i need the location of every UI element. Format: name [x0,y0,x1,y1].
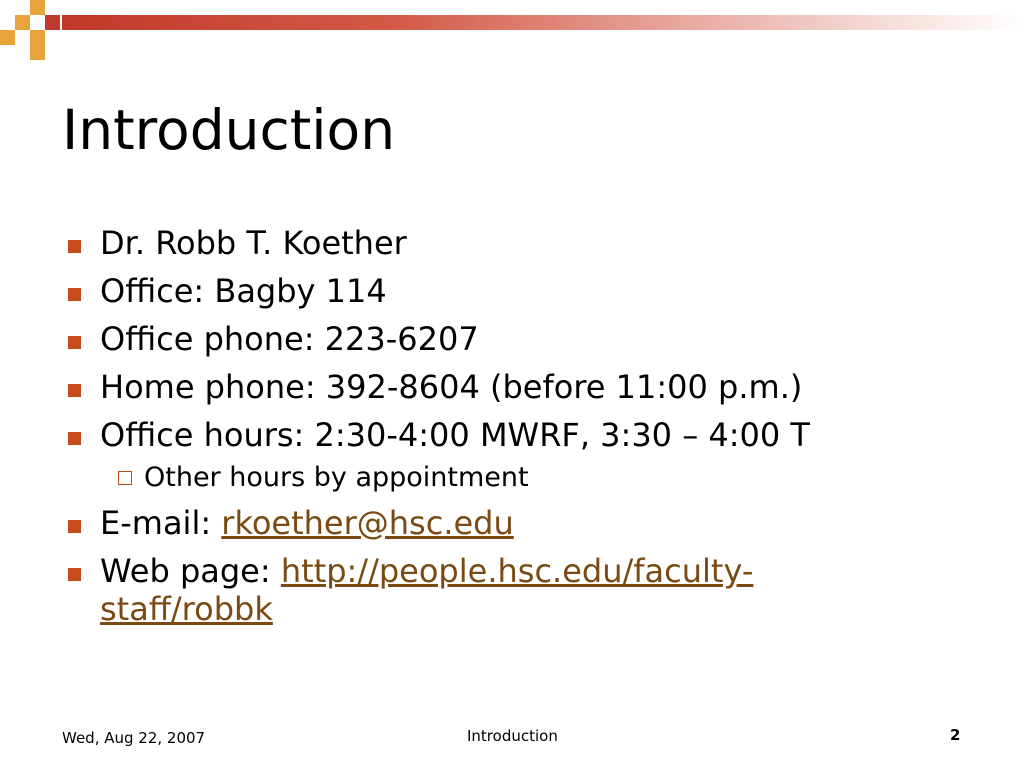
bullet-text: Office: Bagby 114 [100,272,387,310]
deco-square [45,15,60,30]
email-link[interactable]: rkoether@hsc.edu [221,504,514,542]
deco-square [0,30,15,45]
sub-bullet-item [62,460,962,500]
deco-square [30,0,45,15]
header-decoration [0,0,1024,70]
page-number: 2 [950,726,961,744]
square-bullet-icon [68,384,81,397]
bullet-text: Office phone: 223-6207 [100,320,479,358]
bullet-item-email [62,500,962,548]
accent-bar [62,15,1024,30]
square-bullet-icon [68,336,81,349]
sub-bullet-text: Other hours by appointment [144,462,529,493]
bullet-item-web [62,548,860,628]
deco-square [30,30,45,45]
slide-title: Introduction [62,98,396,162]
bullet-item [62,412,962,460]
web-page-link[interactable]: http://people.hsc.edu/faculty-staff/robbk [100,552,754,628]
deco-square [30,45,45,60]
email-label: E-mail: [100,504,222,542]
bullet-item [62,364,962,412]
square-bullet-icon [68,568,81,581]
bullet-item [62,268,962,316]
square-bullet-icon [68,432,81,445]
hollow-square-bullet-icon [118,471,132,485]
footer-date: Wed, Aug 22, 2007 [62,729,206,747]
deco-square [15,15,30,30]
bullet-text: Dr. Robb T. Koether [100,224,407,262]
footer-title: Introduction [467,727,558,745]
bullet-text: Home phone: 392-8604 (before 11:00 p.m.) [100,368,803,406]
bullet-text: Office hours: 2:30-4:00 MWRF, 3:30 – 4:00 T [100,416,810,454]
square-bullet-icon [68,520,81,533]
bullet-list [62,220,962,628]
square-bullet-icon [68,240,81,253]
square-bullet-icon [68,288,81,301]
web-label: Web page: [100,552,281,590]
bullet-item [62,316,962,364]
bullet-item [62,220,962,268]
